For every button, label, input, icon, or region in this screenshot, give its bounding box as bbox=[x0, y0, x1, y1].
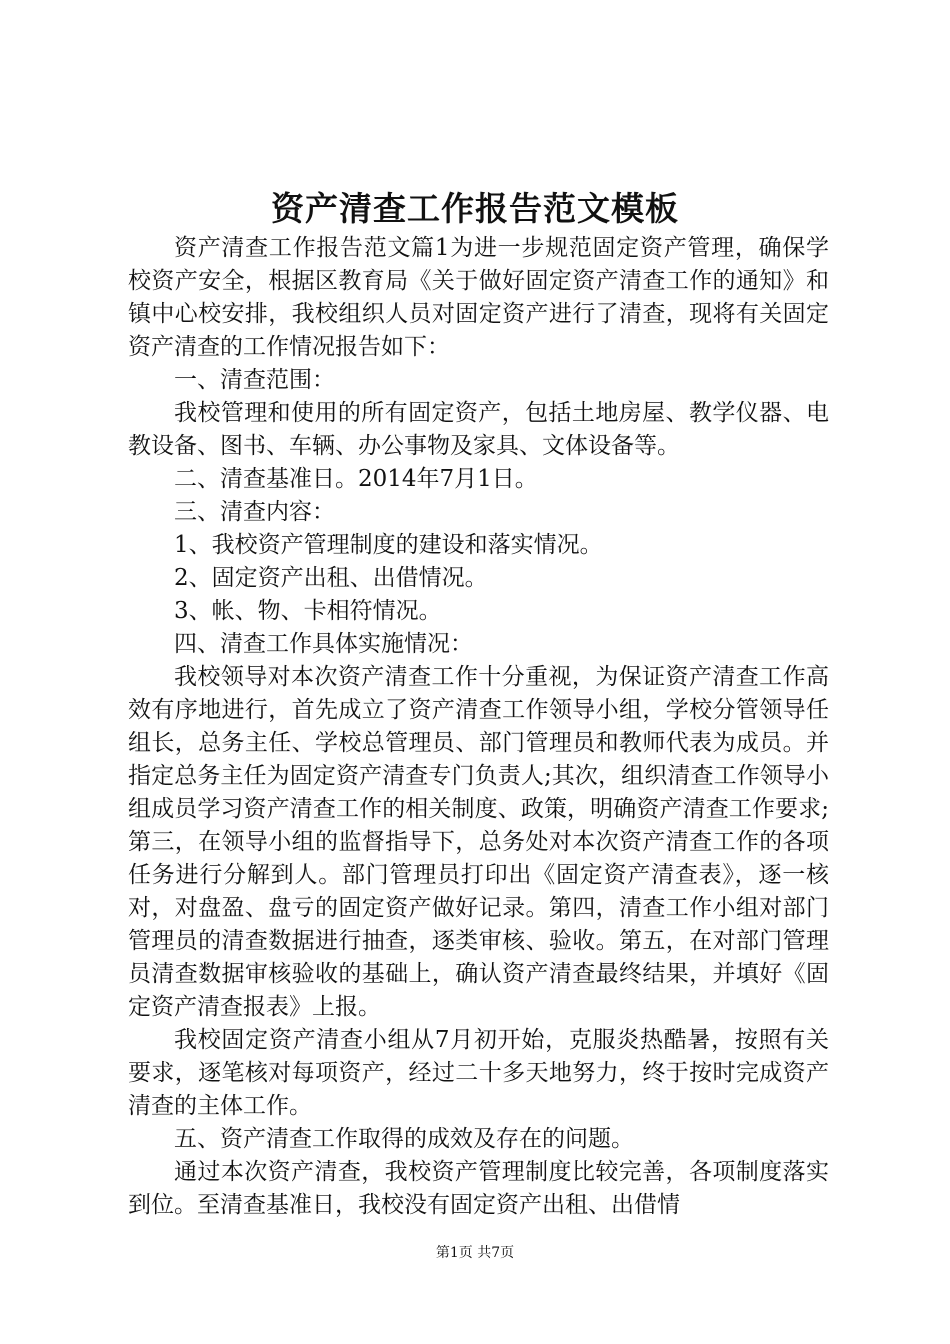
document-title: 资产清查工作报告范文模板 bbox=[271, 189, 679, 228]
section-heading-results: 五、资产清查工作取得的成效及存在的问题。 bbox=[174, 1126, 634, 1152]
paragraph-implementation: 我校领导对本次资产清查工作十分重视，为保证资产清查工作高效有序地进行，首先成立了资产清查工作领导小组，学校分管领导任组长，总务主任、学校总管理员、部门管理员和教师代表为成员。并指定总务主任为固定资产清查专门负责人;其次，组织清查工作领导小组成员学习资产清查工作的相关制度、政策，明确资产清查工作要求;第三，在领导小组的监督指导下，总务处对本次资产清查工作的各项任务进行分解到人。部门管理员打印出《固定资产清查表》，逐一核对，对盘盈、盘亏的固定资产做好记录。第四，清查工作小组对部门管理员的清查数据进行抽查，逐类审核、验收。第五，在对部门管理员清查数据审核验收的基础上，确认资产清查最终结果，并填好《固定资产清查报表》上报。 bbox=[128, 664, 829, 1020]
list-item-content-2: 2、固定资产出租、出借情况。 bbox=[174, 565, 488, 591]
page-footer: 第1页 共7页 bbox=[435, 1245, 515, 1261]
paragraph-intro: 资产清查工作报告范文篇1为进一步规范固定资产管理，确保学校资产安全，根据区教育局《关于做好固定资产清查工作的通知》和镇中心校安排，我校组织人员对固定资产进行了清查，现将有关固定资产清查的工作情况报告如下： bbox=[128, 235, 829, 360]
list-item-content-1: 1、我校资产管理制度的建设和落实情况。 bbox=[174, 532, 603, 558]
paragraph-scope: 我校管理和使用的所有固定资产，包括土地房屋、教学仪器、电教设备、图书、车辆、办公事物及家具、文体设备等。 bbox=[128, 400, 829, 459]
section-heading-base-date: 二、清查基准日。2014年7月1日。 bbox=[174, 466, 538, 492]
section-heading-scope: 一、清查范围： bbox=[174, 367, 335, 393]
section-heading-implementation: 四、清查工作具体实施情况： bbox=[174, 631, 473, 657]
document-body bbox=[128, 232, 829, 1222]
paragraph-progress: 我校固定资产清查小组从7月初开始，克服炎热酷暑，按照有关要求，逐笔核对每项资产，经过二十多天地努力，终于按时完成资产清查的主体工作。 bbox=[128, 1027, 829, 1119]
list-item-content-3: 3、帐、物、卡相符情况。 bbox=[174, 598, 442, 624]
paragraph-results: 通过本次资产清查，我校资产管理制度比较完善，各项制度落实到位。至清查基准日，我校没有固定资产出租、出借情 bbox=[128, 1159, 829, 1218]
section-heading-content: 三、清查内容： bbox=[174, 499, 335, 525]
